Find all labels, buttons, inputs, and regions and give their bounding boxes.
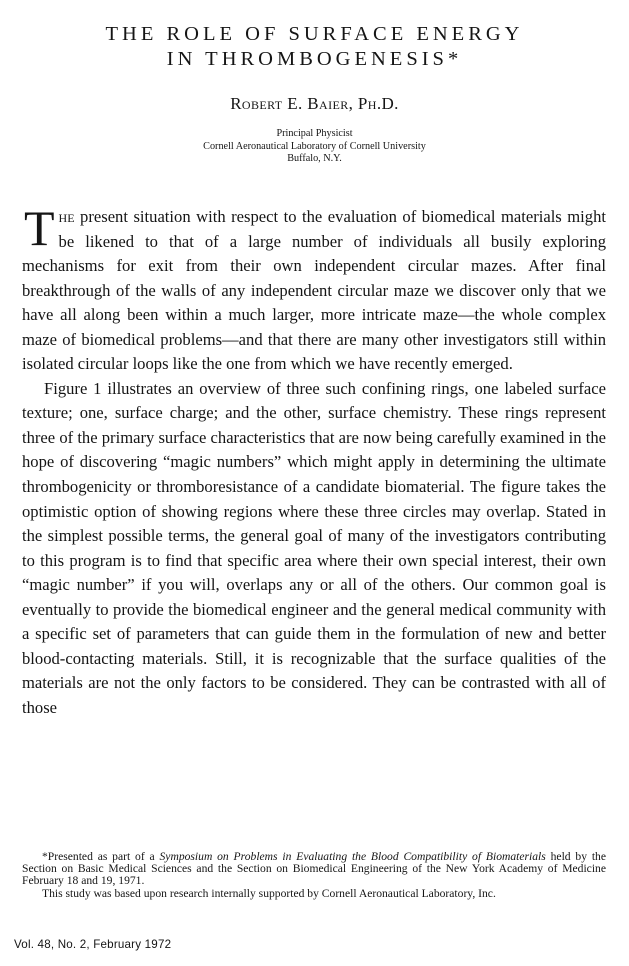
article-body [22,200,606,720]
article-title [0,22,629,72]
title-line-2: IN THROMBOGENESIS* [166,48,463,70]
title-line-1: THE ROLE OF SURFACE ENERGY [105,23,524,45]
footnote-presented-end: held by the Section on Basic Medical Sciences and the Section on Biomedical Engineering of the New York Academy of Medicine February 18 and 19, 1971. [22,850,606,888]
footnote-support: This study was based upon research internally supported by Cornell Aeronautical Laboratory, Inc. [42,886,496,900]
symposium-title: Symposium on Problems in Evaluating the Blood Compatibility of Biomaterials [159,850,546,863]
paragraph-1 [22,200,606,377]
affiliation-institution: Cornell Aeronautical Laboratory of Cornell University [203,140,426,152]
lead-in-word: he [58,207,75,226]
paragraph-1-text: present situation with respect to the evaluation of biomedical materials might be likened to that of a large number of individuals all busily exploring mechanisms for exit from their own independent circular mazes. After final breakthrough of the walls of any independent circular maze we discover only that we have all along been within a much larger, more intricate maze—the whole complex maze of biomedical problems—and that there are many other investigators still within isolated circular loops like the one from which we have recently emerged. [22,207,606,374]
affiliation-position: Principal Physicist [276,128,353,139]
drop-cap: T [24,200,55,256]
footnote-presented [22,851,606,888]
author-name: Robert E. Baier, Ph.D. [230,94,399,113]
footnote [22,851,606,900]
paragraph-2: Figure 1 illustrates an overview of three such confining rings, one labeled surface texture; one, surface charge; and the other, surface chemistry. These rings represent three of the primary surface characteristics that are now being carefully examined in the hope of discovering “magic numbers” which might apply in determining the ultimate thrombogenicity or thromboresistance of a candidate biomaterial. The figure takes the optimistic option of showing regions where these three circles may overlap. Stated in the simplest possible terms, the general goal of many of the investigators contributing to this program is to find that specific area where their own special interest, their own “magic number” if you will, overlaps any or all of the others. Our common goal is eventually to provide the biomedical engineer and the general medical community with a specific set of parameters that can guide them in the formulation of new and better blood-contacting materials. Still, it is recognizable that the surface qualities of the materials are not the only factors to be considered. They can be contrasted with all of those [22,378,606,717]
author-affiliation [0,128,629,166]
journal-folio: Vol. 48, No. 2, February 1972 [14,938,172,951]
footnote-presented-start: *Presented as part of a [42,850,160,863]
affiliation-location: Buffalo, N.Y. [287,153,342,164]
